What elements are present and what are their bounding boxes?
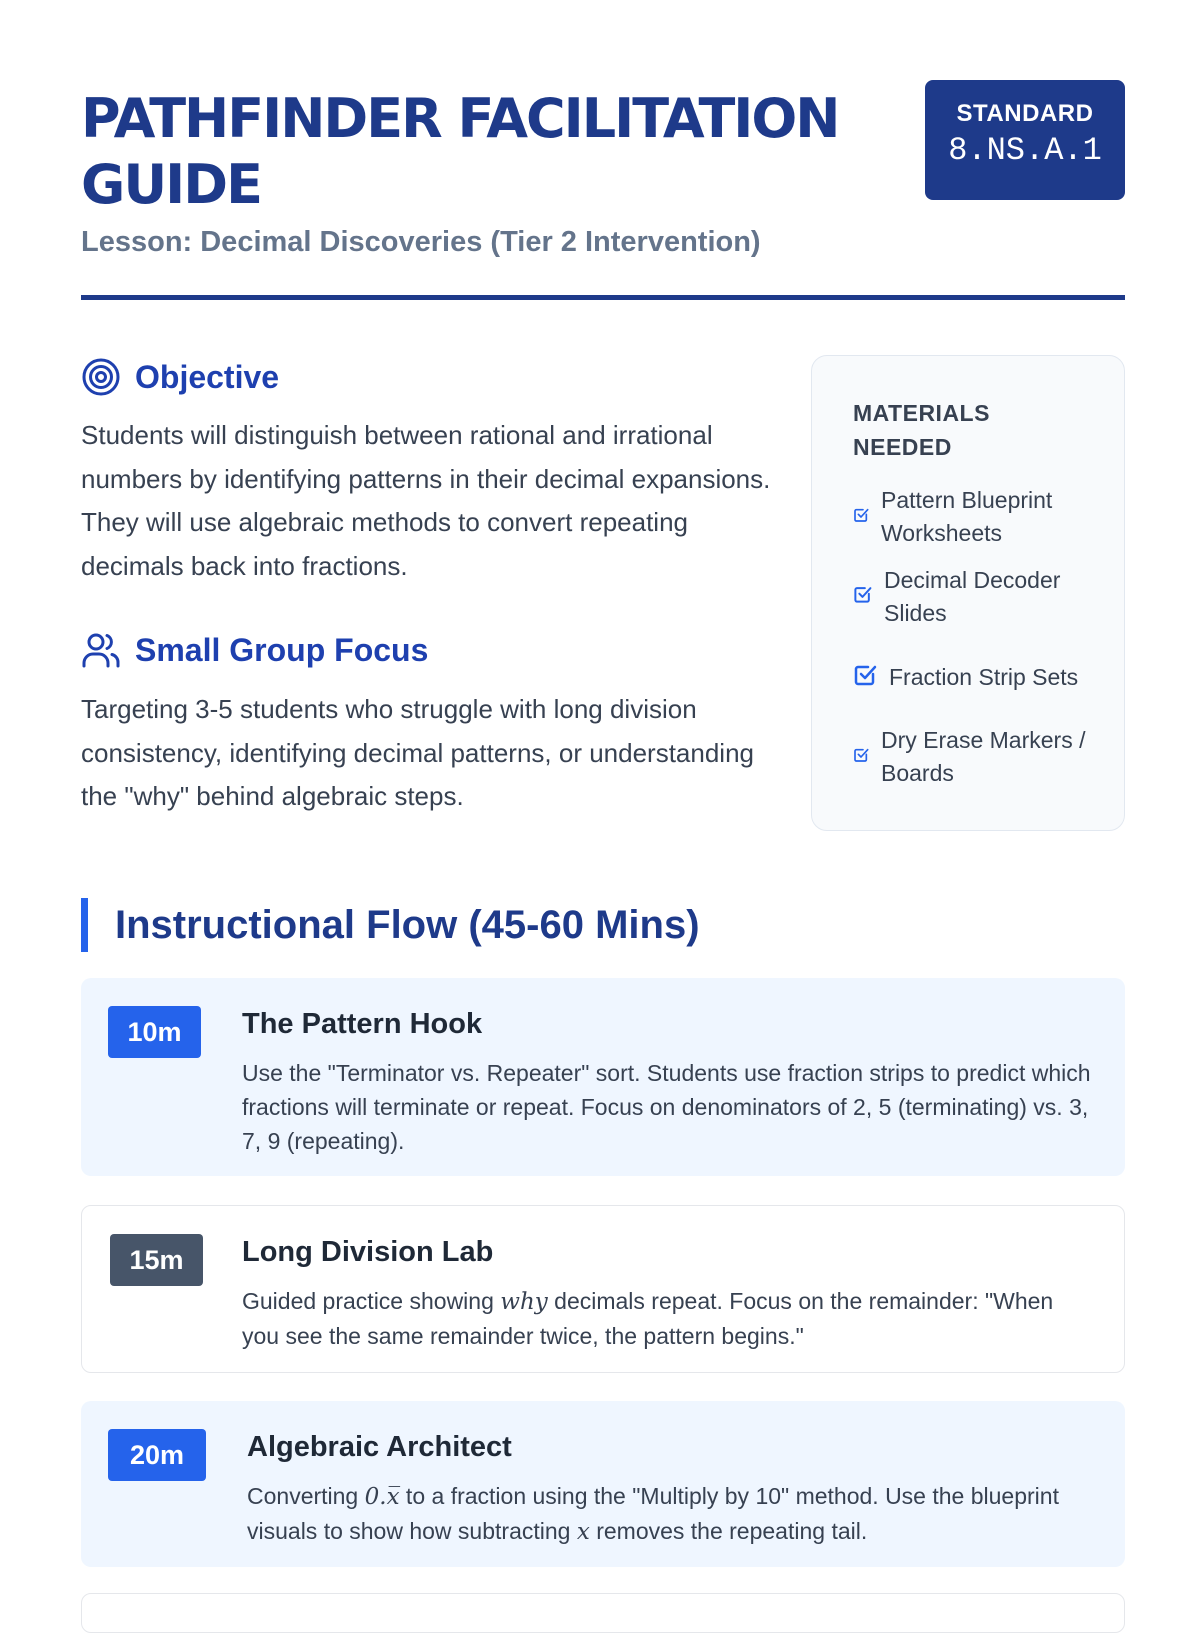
desc-text: Guided practice showing <box>242 1288 501 1314</box>
flow-heading <box>81 898 700 952</box>
objective-title: Objective <box>135 358 280 395</box>
materials-list <box>853 484 1113 804</box>
users-icon <box>81 630 121 670</box>
flow-step-long-division <box>81 1205 1125 1373</box>
step-description <box>247 1479 1097 1549</box>
desc-text: decimals repeat. Focus on the remainder: "When you see the same remainder twice, the pattern begins." <box>242 1288 1054 1349</box>
desc-text: to a fraction using the "Multiply by 10" method. Use the blueprint visuals to show how subtracting <box>247 1483 1059 1544</box>
header <box>81 80 1125 300</box>
desc-emphasis: why <box>500 1289 548 1315</box>
checkbox-icon <box>853 585 872 609</box>
header-divider <box>81 295 1125 300</box>
material-label: Fraction Strip Sets <box>889 663 1079 690</box>
material-label: Dry Erase Markers / Boards <box>881 727 1086 786</box>
page-title: PATHFINDER FACILITATION GUIDE <box>81 87 839 216</box>
step-duration-badge: 20m <box>108 1429 206 1481</box>
step-duration-badge: 10m <box>108 1006 201 1058</box>
materials-panel <box>811 355 1125 831</box>
checkbox-icon <box>853 663 877 692</box>
list-item <box>853 644 1113 710</box>
objective-text: Students will distinguish between rational and irrational numbers by identifying patterns in their decimal expansions. They will use algebraic methods to convert repeating decimals back into fractions. <box>81 420 771 581</box>
flow-step-algebraic-architect <box>81 1401 1125 1567</box>
material-label: Decimal Decoder Slides <box>884 567 1061 626</box>
objective-heading <box>81 357 279 397</box>
checkbox-icon <box>853 747 869 768</box>
flow-step-next <box>81 1593 1125 1633</box>
desc-text: Converting <box>247 1483 365 1509</box>
step-description <box>242 1284 1092 1353</box>
lesson-subtitle: Lesson: Decimal Discoveries (Tier 2 Intervention) <box>81 226 761 258</box>
materials-title: MATERIALS NEEDED <box>853 400 990 460</box>
flow-step-pattern-hook <box>81 978 1125 1176</box>
list-item <box>853 564 1113 630</box>
step-title: Long Division Lab <box>242 1236 494 1268</box>
small-group-heading <box>81 630 428 670</box>
step-description: Use the "Terminator vs. Repeater" sort. Students use fraction strips to predict which fractions will terminate or repeat. Focus on denominators of 2, 5 (terminating) vs. 3, 7, 9 (repeating). <box>242 1060 1091 1154</box>
material-label: Pattern Blueprint Worksheets <box>881 487 1053 546</box>
step-title: The Pattern Hook <box>242 1008 483 1040</box>
step-title: Algebraic Architect <box>247 1431 512 1463</box>
list-item <box>853 484 1113 550</box>
standard-label: STANDARD <box>956 100 1094 127</box>
math-expression: 0.x̅ <box>364 1484 400 1510</box>
target-icon <box>81 357 121 397</box>
standard-badge <box>925 80 1125 200</box>
small-group-text: Targeting 3-5 students who struggle with long division consistency, identifying decimal patterns, or understanding the "why" behind algebraic steps. <box>81 694 755 811</box>
list-item <box>853 724 1113 790</box>
checkbox-icon <box>853 507 869 528</box>
flow-title: Instructional Flow (45-60 Mins) <box>115 903 700 947</box>
step-duration-badge: 15m <box>110 1234 203 1286</box>
small-group-title: Small Group Focus <box>135 631 429 668</box>
math-variable: x <box>576 1519 590 1545</box>
desc-text: removes the repeating tail. <box>589 1518 868 1544</box>
standard-code: 8.NS.A.1 <box>948 132 1102 169</box>
